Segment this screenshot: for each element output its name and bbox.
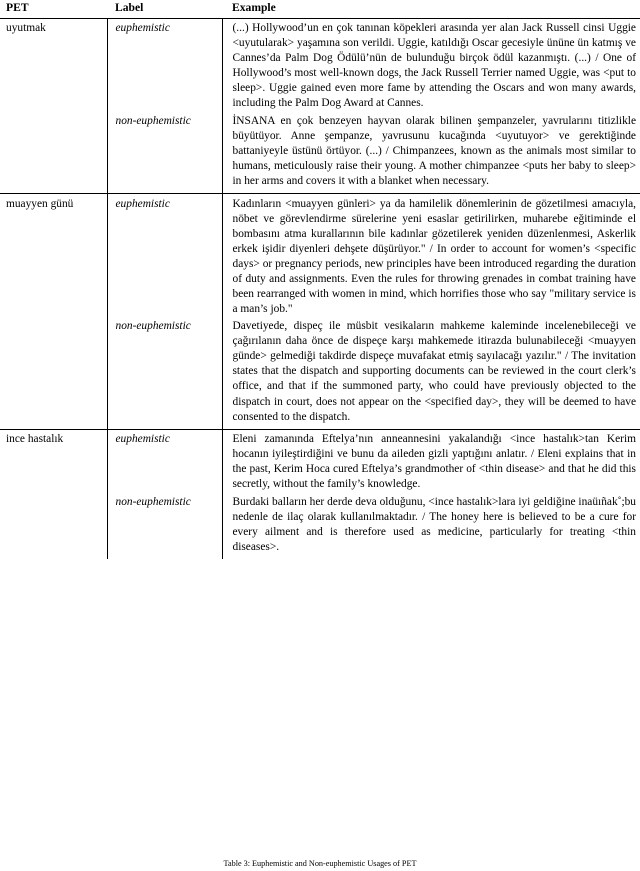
usage-label: euphemistic	[107, 429, 222, 492]
usage-label: euphemistic	[107, 194, 222, 317]
pet-term: uyutmak	[0, 18, 107, 193]
usage-label: non-euphemistic	[107, 111, 222, 193]
example-text: İNSANA en çok benzeyen hayvan olarak bilinen şempanzeler, yavrularını titizlikle büyütüyor. Anne şempanze, yavrusunu kucağında <uyutuyor> ve gerektiğinde battaniyeyle üstünü örtüyor. (...) / Chimpanzees, known as the animals most similar to humans, meticulously raise their young. A mother chimpanzee <puts her baby to sleep> in her arms and covers it with a blanket when necessary.	[232, 114, 636, 188]
example-text: (...) Hollywood’un en çok tanınan köpekleri arasında yer alan Jack Russell cinsi Uggie <uyutularak> yaşamına son verildi. Uggie, katıldığı Oscar gecesiyle ününe ün katmış ve Cannes’da Palm Dog Ödülü’nün de bulunduğu birçok ödül kazanmıştı. (...) / One of Hollywood’s most well-known dogs, the Jack Russell Terrier named Uggie, was <put to sleep>. Uggie gained even more fame by attending the Oscars and won many awards, including the Palm Dog Award at Cannes.	[232, 22, 636, 110]
pet-term: ince hastalık	[0, 429, 107, 559]
column-header-pet: PET	[6, 1, 29, 14]
table-caption: Table 3: Euphemistic and Non-euphemistic Usages of PET	[223, 859, 417, 868]
table-header	[0, 0, 640, 18]
usage-label: non-euphemistic	[107, 492, 222, 559]
table-header-row	[0, 0, 640, 18]
column-header-label: Label	[115, 1, 144, 14]
table-body	[0, 18, 640, 559]
usage-label: non-euphemistic	[107, 317, 222, 429]
pet-term: muayyen günü	[0, 194, 107, 429]
example-text: Kadınların <muayyen günleri> ya da hamilelik dönemlerinin de gözetilmesi amacıyla, nöbet ve görevlendirme sürelerine yeni esaslar getirilirken, muharebe eğitiminde el bombasını atma kurallarının bile kadınlar gözetilerek yeniden düzenlenmesi, Askerlik erkek işidir diyenleri dehşete düşürüyor." / In order to account for women’s <specific days> or pregnancy periods, new principles have been introduced regarding the duration of duty and assignments. Even the rules for throwing grenades in combat training have been rearranged with women in mind, which horrifies those who say "military service is a man’s job."	[232, 197, 636, 315]
example-text: Burdaki balların her derde deva olduğunu, <ince hastalık>lara iyi geldiğine inaüıñak˚;bu nedenle de ilaç olarak kullanılmaktadır. / The honey here is believed to be a cure for every ailment and is therefore used as medicine, particularly for treating <thin diseases>.	[232, 495, 636, 553]
example-text: Davetiyede, dispeç ile müsbit vesikaların mahkeme kaleminde incelenebileceği ve çağırılanın daha önce de dispeçe karşı mahkemede itirazda bulunabileceği <muayyen günde> gelmediği takdirde dispeçe muvafakat etmiş sayılacağı yazılır." / The invitation states that the dispatch and supporting documents can be reviewed in the court clerk’s office, and that if the summoned party, who could have previously objected to the dispatch in court, does not appear on the <specified day>, they will be deemed to have consented to the dispatch.	[232, 320, 636, 423]
table-row	[0, 194, 640, 317]
column-header-example: Example	[232, 1, 276, 14]
usage-label: euphemistic	[107, 18, 222, 111]
example-text: Eleni zamanında Eftelya’nın anneannesini yakalandığı <ince hastalık>tan Kerim hocanın iyileştirdiğini ve bunu da aileden gizli yaptığını anlatır. / Eleni explains that in the past, Kerim Hoca cured Eftelya’s grandmother of <thin disease> and that he did this secretly, without the family’s knowledge.	[232, 433, 636, 491]
table-row	[0, 429, 640, 492]
table-row	[0, 18, 640, 111]
